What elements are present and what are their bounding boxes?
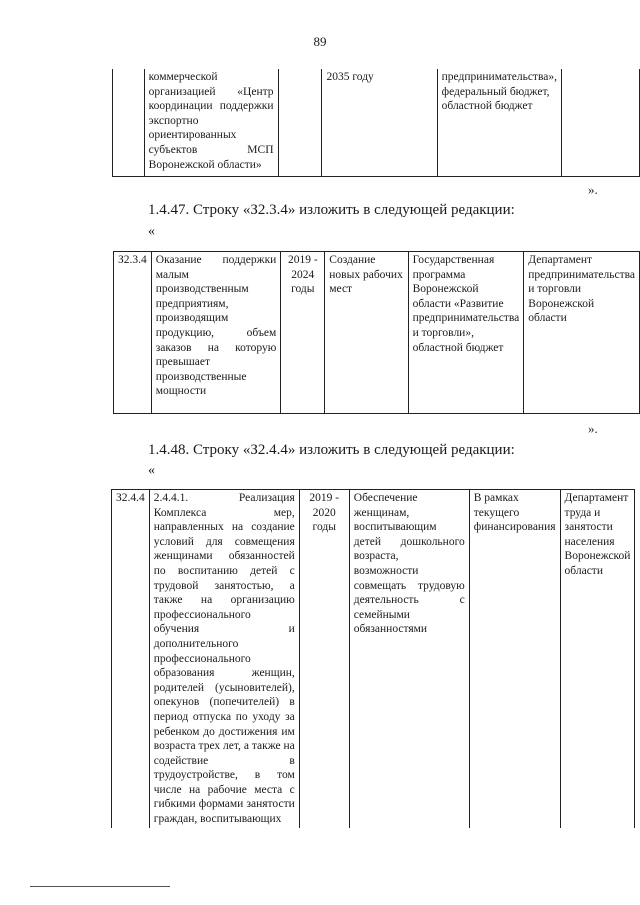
footer-rule [30, 886, 170, 887]
table-row-32-3-4 [113, 251, 640, 414]
table-continuation [112, 69, 640, 177]
cell-code: З2.3.4 [114, 252, 152, 414]
cell-code: З2.4.4 [112, 490, 150, 828]
table-row [114, 252, 640, 414]
cell-funding: В рамках текущего финансирования [469, 490, 560, 828]
cell-period [278, 69, 322, 176]
cell-period: 2019 - 2024 годы [281, 252, 325, 414]
cell-code [113, 69, 145, 176]
cell-executor: Департамент предпринимательства и торговли Воронежской области [524, 252, 640, 414]
cell-funding: Государственная программа Воронежской области «Развитие предпринимательства и торговли», областной бюджет [408, 252, 524, 414]
cell-result: Обеспечение женщинам, воспитывающим детей дошкольного возраста, возможности совмещать трудовую деятельность с семейными обязанностями [349, 490, 469, 828]
table-row [113, 69, 640, 176]
cell-funding: предпринимательства», федеральный бюджет, областной бюджет [437, 69, 561, 176]
cell-activity: 2.4.4.1. Реализация Комплекса мер, направленных на создание условий для совмещения женщинами обязанностей по воспитанию детей с трудовой занятостью, а также на организацию профессионального обучения и дополнительного профессионального образования женщин, родителей (усыновителей), опекунов (попечителей) в период отпуска по уходу за ребенком до достижения им возраста трех лет, а также на содействие в трудоустройстве, в том числе на рабочие места с гибкими формами занятости граждан, воспитывающих [149, 490, 299, 828]
cell-period: 2019 - 2020 годы [299, 490, 349, 828]
paragraph-1-4-47: 1.4.47. Строку «З2.3.4» изложить в следующей редакции: [148, 202, 515, 218]
opening-quote: « [148, 224, 155, 239]
cell-result: Создание новых рабочих мест [325, 252, 408, 414]
opening-quote: « [148, 463, 155, 478]
page-number: 89 [313, 34, 327, 49]
cell-executor [561, 69, 639, 176]
cell-activity: Оказание поддержки малым производственным предприятиям, производящим продукцию, объем заказов на которую превышает производственные мощности [151, 252, 281, 414]
closing-quote: ». [588, 421, 598, 436]
table-row [112, 490, 635, 828]
closing-quote: ». [588, 182, 598, 197]
cell-result: 2035 году [322, 69, 437, 176]
table-row-32-4-4 [111, 489, 635, 828]
paragraph-1-4-48: 1.4.48. Строку «З2.4.4» изложить в следующей редакции: [148, 442, 515, 458]
cell-activity: коммерческой организацией «Центр координации поддержки экспортно ориентированных субъектов МСП Воронежской области» [144, 69, 278, 176]
cell-executor: Департамент труда и занятости населения Воронежской области [560, 490, 635, 828]
